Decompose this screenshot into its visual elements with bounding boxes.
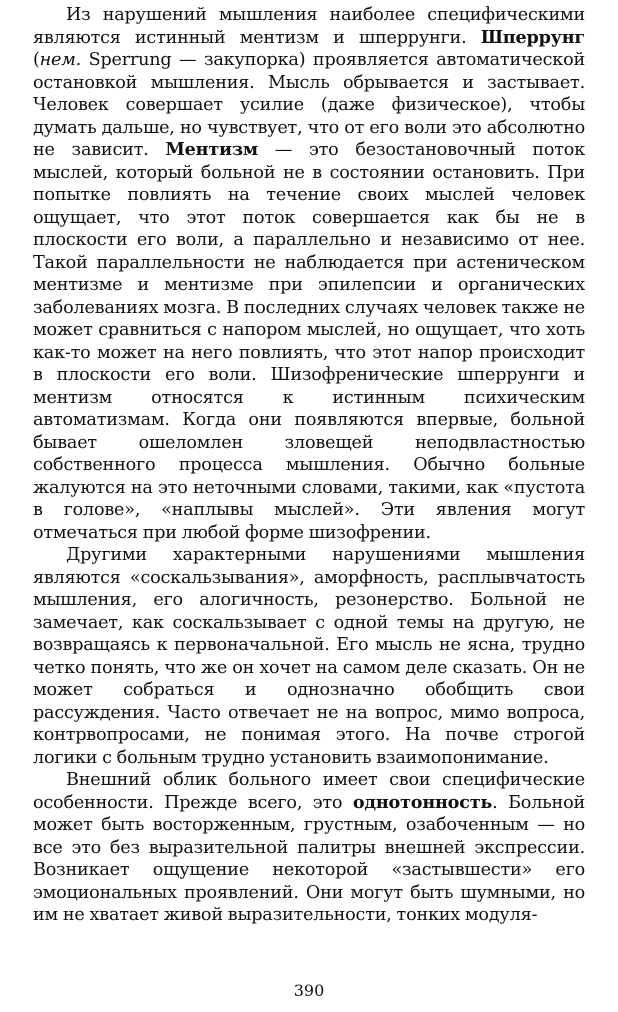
paragraph xyxy=(33,544,585,769)
text-run: . Больной может быть восторженным, грустным, озабоченным — но все это без выразительной палитры внешней экспрессии. Возникает ощущение некоторой «застывшести» его эмоциональных проявлений. Они могут быть шумными, но им не хватает живой выразительности, тонких модуля- xyxy=(33,792,585,925)
bold-term: Ментизм xyxy=(165,139,258,160)
document-page xyxy=(33,4,585,927)
text-run: Внешний облик больного имеет свои специфические особенности. Прежде всего, это xyxy=(33,770,585,813)
italic-text: нем. xyxy=(39,50,82,70)
text-run: Из нарушений мышления наиболее специфическими являются истинный ментизм и шперрунги. xyxy=(33,5,585,48)
page-number: 390 xyxy=(293,981,325,1000)
text-run: ( xyxy=(33,50,40,70)
text-run: — это безостановочный поток мыслей, который больной не в состоянии остановить. При попытке повлиять на течение своих мыслей человек ощущает, что этот поток совершается как бы не в плоскости его воли, а параллельно и независимо от нее. Такой параллельности не наблюдается при астеническом ментизме и ментизме при эпилепсии и органических заболеваниях мозга. В последних случаях человек также не может сравниться с напором мыслей, но ощущает, что хоть как-то может на него повлиять, что этот напор происходит в плоскости его воли. Шизофренические шперрунги и ментизм относятся к истинным психическим автоматизмам. Когда они появляются впервые, больной бывает ошеломлен зловещей неподвластностью собственного процесса мышления. Обычно больные жалуются на это неточными словами, такими, как «пустота в голове», «наплывы мыслей». Эти явления могут отмечаться при любой форме шизофрении. xyxy=(33,140,585,543)
bold-term: Шперрунг xyxy=(480,26,585,48)
text-run: Sperrung — закупорка) проявляется автоматической остановкой мышления. Мысль обрывается и застывает. Человек совершает усилие (даже физическое), чтобы думать дальше, но чувствует, что от его воли это абсолютно не зависит. xyxy=(33,50,585,160)
paragraph xyxy=(33,769,585,927)
paragraph xyxy=(33,4,585,544)
bold-term: однотонность xyxy=(352,791,493,813)
text-run: Другими характерными нарушениями мышления являются «соскальзывания», аморфность, расплывчатость мышления, его алогичность, резонерство. Больной не замечает, как соскальзывает с одной темы на другую, не возвращаясь к первоначальной. Его мысль не ясна, трудно четко понять, что же он хочет на самом деле сказать. Он не может собраться и однозначно обобщить свои рассуждения. Часто отвечает не на вопрос, мимо вопроса, контрвопросами, не понимая этого. На почве строгой логики с больным трудно установить взаимопонимание. xyxy=(33,545,585,768)
